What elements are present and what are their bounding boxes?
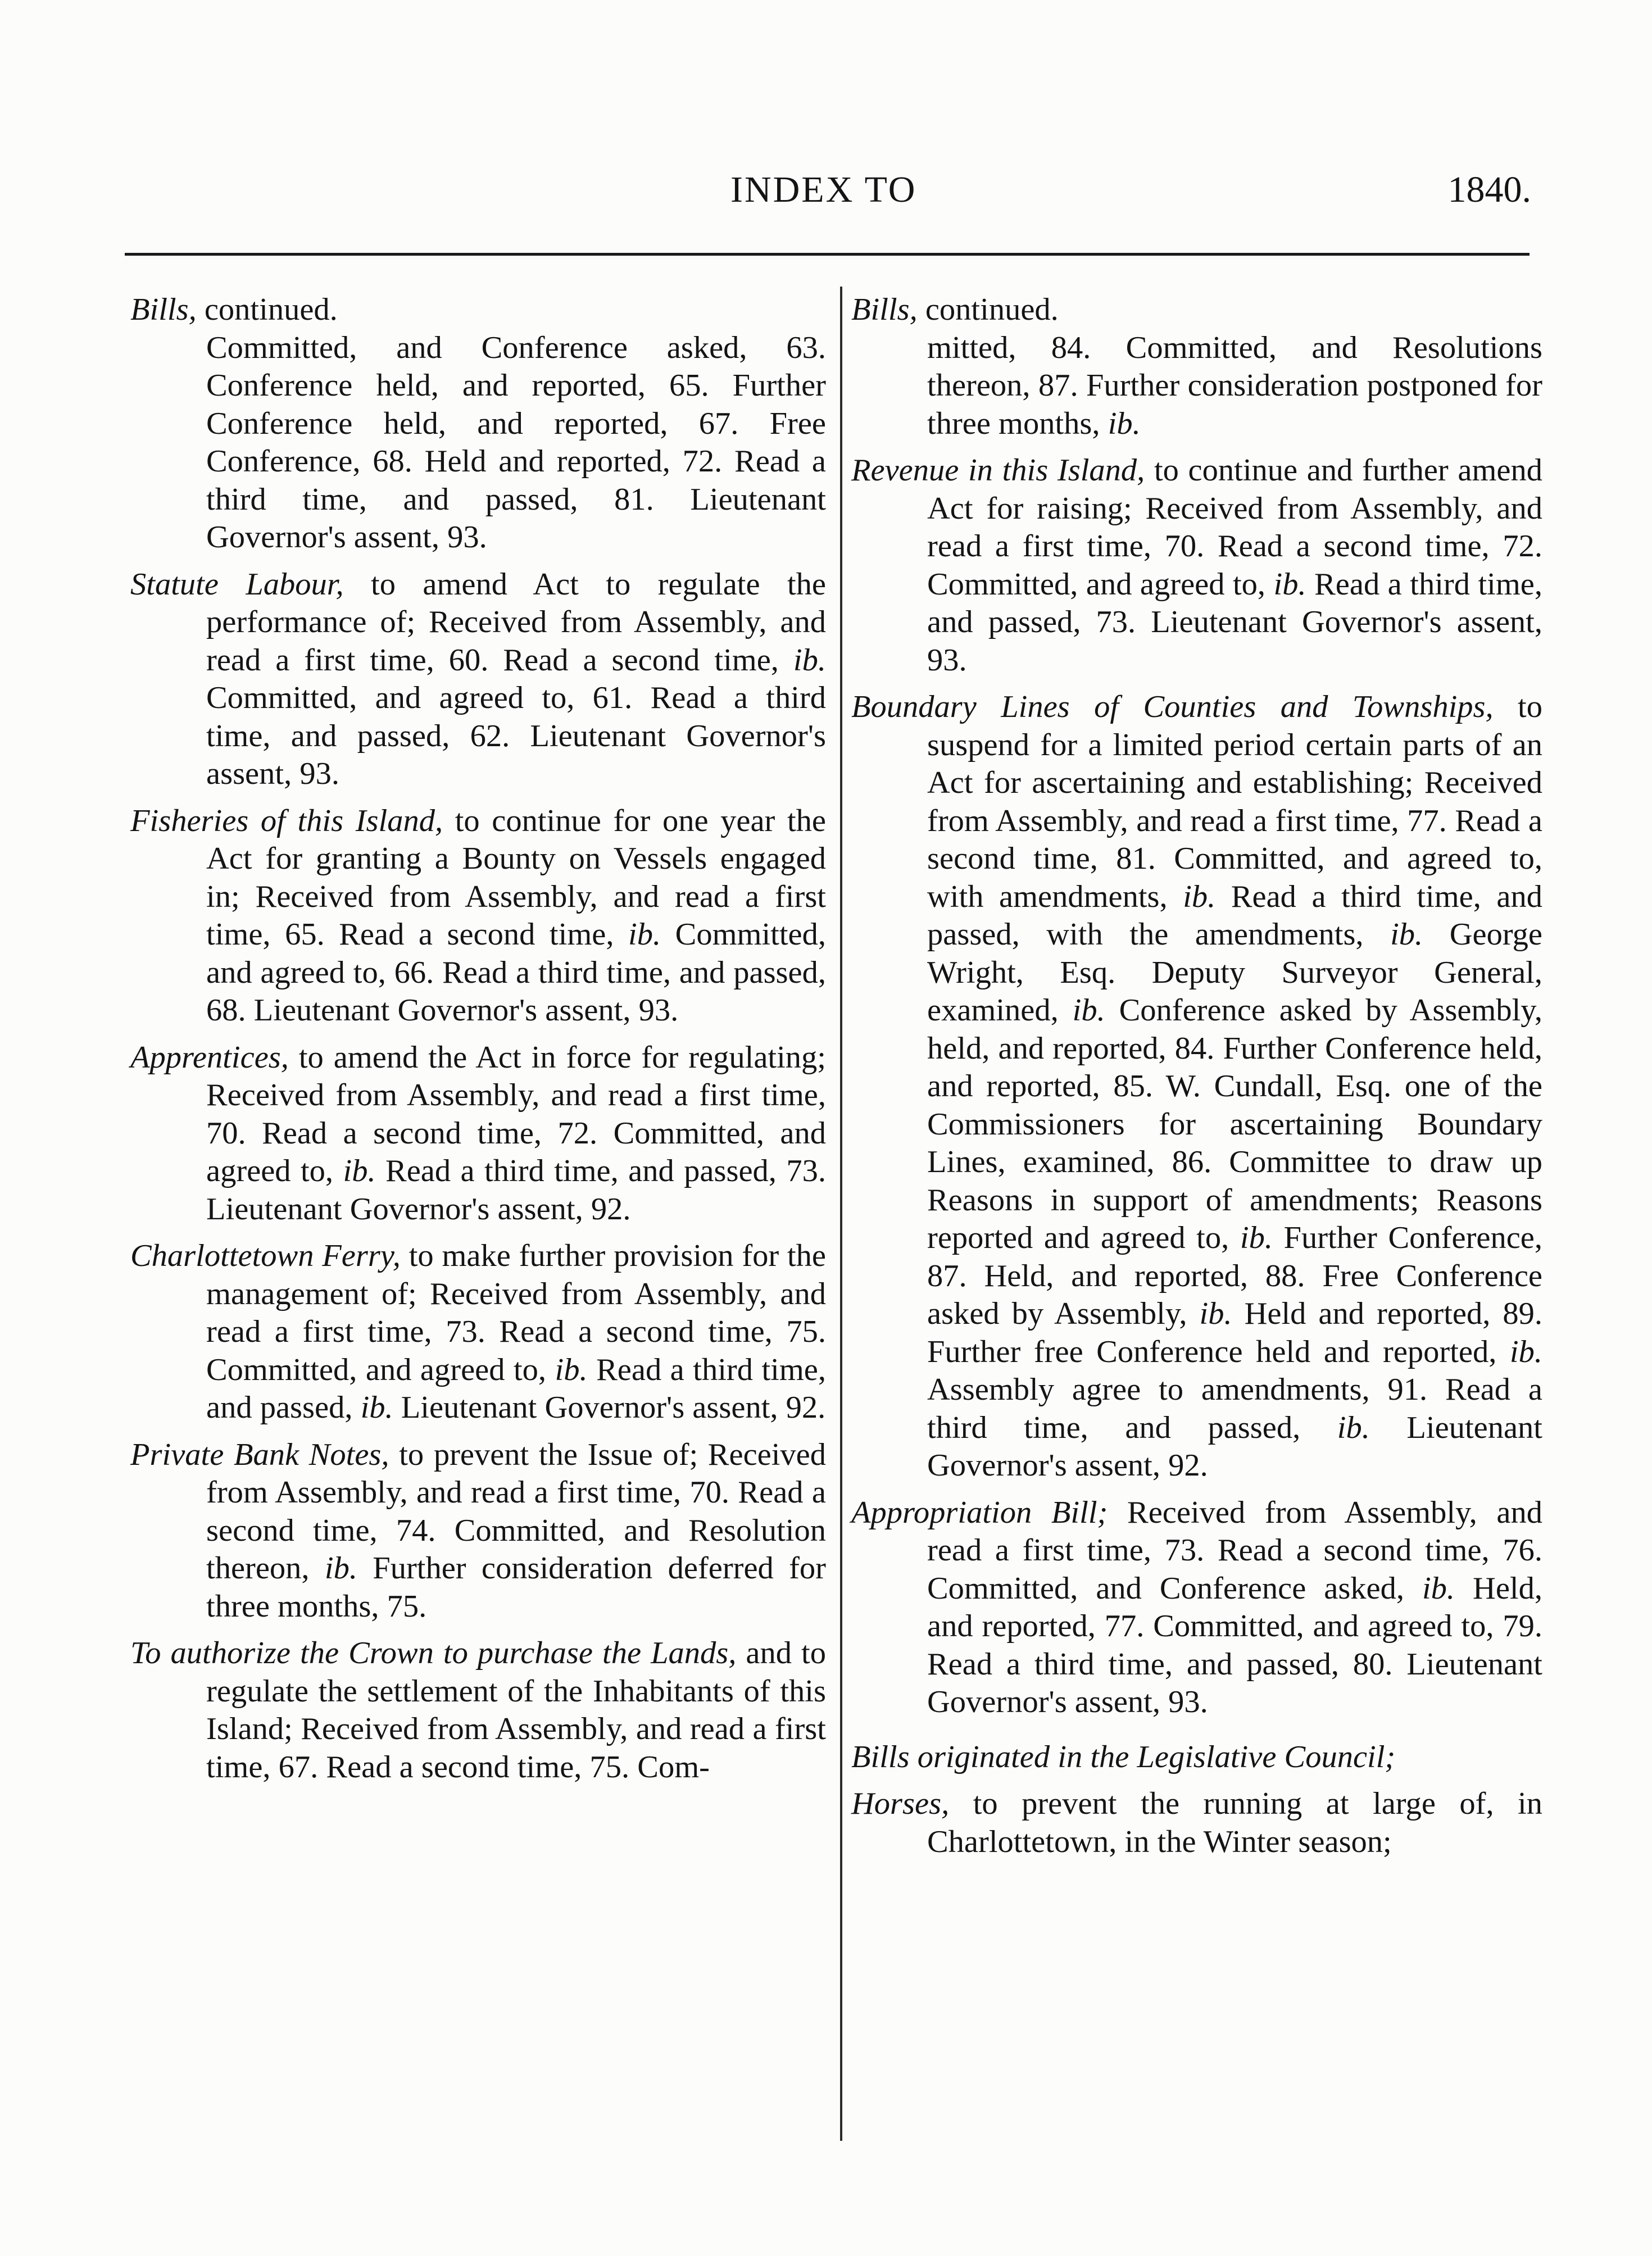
continued-heading: Bills, continued.	[851, 292, 1059, 327]
index-entry: Fisheries of this Island, to continue for one year the Act for granting a Bounty on Vessels engaged in; Received from Assembly, and read a first time, 65. Read a second time, ib. Committed, and agreed to, 66. Read a third time, and passed, 68. Lieutenant Governor's assent, 93.	[130, 803, 827, 1028]
index-entry: Private Bank Notes, to prevent the Issue of; Received from Assembly, and read a first time, 70. Read a second time, 74. Committed, and Resolution thereon, ib. Further consideration deferred for three months, 75.	[130, 1437, 827, 1624]
ibidem-reference: ib.	[324, 1551, 357, 1586]
index-entry: To authorize the Crown to purchase the Lands, and to regulate the settlement of the Inhabitants of this Island; Received from Assembly, and read a first time, 67. Read a second time, 75. Com-	[130, 1636, 827, 1785]
ibidem-reference: ib.	[1108, 406, 1141, 441]
ibidem-reference: ib.	[1337, 1410, 1370, 1445]
index-entry: Committed, and Conference asked, 63. Conference held, and reported, 65. Further Conference held, and reported, 67. Free Conference, 68. Held and reported, 72. Read a third time, and passed, 81. Lieutenant Governor's assent, 93.	[206, 330, 826, 555]
index-entry: Revenue in this Island, to continue and further amend Act for raising; Received from Assembly, and read a first time, 70. Read a second time, 72. Committed, and agreed to, ib. Read a third time, and passed, 73. Lieutenant Governor's assent, 93.	[851, 453, 1542, 678]
ibidem-reference: ib.	[555, 1352, 588, 1387]
left-column	[130, 291, 826, 1795]
ibidem-reference: ib.	[1199, 1296, 1232, 1331]
index-entry: Horses, to prevent the running at large of, in Charlottetown, in the Winter season;	[851, 1786, 1542, 1859]
section-heading: Bills originated in the Legislative Council;	[851, 1739, 1396, 1774]
page-year: 1840.	[1447, 169, 1531, 210]
ibidem-reference: ib.	[1240, 1220, 1273, 1255]
ibidem-reference: ib.	[1509, 1334, 1542, 1369]
index-entry: Apprentices, to amend the Act in force for regulating; Received from Assembly, and read a first time, 70. Read a second time, 72. Committed, and agreed to, ib. Read a third time, and passed, 73. Lieutenant Governor's assent, 92.	[130, 1040, 826, 1227]
ibidem-reference: ib.	[628, 917, 661, 952]
page-title: INDEX TO	[730, 169, 917, 210]
index-entry: mitted, 84. Committed, and Resolutions thereon, 87. Further consideration postponed for three months, ib.	[927, 330, 1542, 441]
ibidem-reference: ib.	[1273, 566, 1306, 602]
header-rule	[125, 253, 1530, 256]
index-entry: Boundary Lines of Counties and Townships, to suspend for a limited period certain parts of an Act for ascertaining and establishing; Received from Assembly, and read a first time, 77. Read a second time, 81. Committed, and agreed to, with amendments, ib. Read a third time, and passed, with the amendments, ib. George Wright, Esq. Deputy Surveyor General, examined, ib. Conference asked by Assembly, held, and reported, 84. Further Conference held, and reported, 85. W. Cundall, Esq. one of the Commissioners for ascertaining Boundary Lines, examined, 86. Committee to draw up Reasons in support of amendments; Reasons reported and agreed to, ib. Further Conference, 87. Held, and reported, 88. Free Conference asked by Assembly, ib. Held and reported, 89. Further free Conference held and reported, ib. Assembly agree to amendments, 91. Read a third time, and passed, ib. Lieutenant Governor's assent, 92.	[851, 689, 1543, 1483]
ibidem-reference: ib.	[360, 1390, 393, 1425]
continued-heading: Bills, continued.	[130, 292, 338, 327]
ibidem-reference: ib.	[1390, 917, 1423, 952]
index-entry: Appropriation Bill; Received from Assembly, and read a first time, 73. Read a second time, 76. Committed, and Conference asked, ib. Held, and reported, 77. Committed, and agreed to, 79. Read a third time, and passed, 80. Lieutenant Governor's assent, 93.	[851, 1495, 1543, 1719]
index-entry: Charlottetown Ferry, to make further provision for the management of; Received from Assembly, and read a first time, 73. Read a second time, 75. Committed, and agreed to, ib. Read a third time, and passed, ib. Lieutenant Governor's assent, 92.	[130, 1238, 827, 1425]
ibidem-reference: ib.	[1072, 993, 1105, 1028]
right-column	[851, 291, 1542, 1870]
ibidem-reference: ib.	[1422, 1570, 1455, 1606]
ibidem-reference: ib.	[793, 642, 826, 678]
index-entry: Statute Labour, to amend Act to regulate the performance of; Received from Assembly, and read a first time, 60. Read a second time, ib. Committed, and agreed to, 61. Read a third time, and passed, 62. Lieutenant Governor's assent, 93.	[130, 566, 826, 791]
running-head	[0, 169, 1652, 219]
ibidem-reference: ib.	[1183, 879, 1216, 914]
column-divider	[840, 287, 842, 2141]
ibidem-reference: ib.	[343, 1154, 376, 1188]
